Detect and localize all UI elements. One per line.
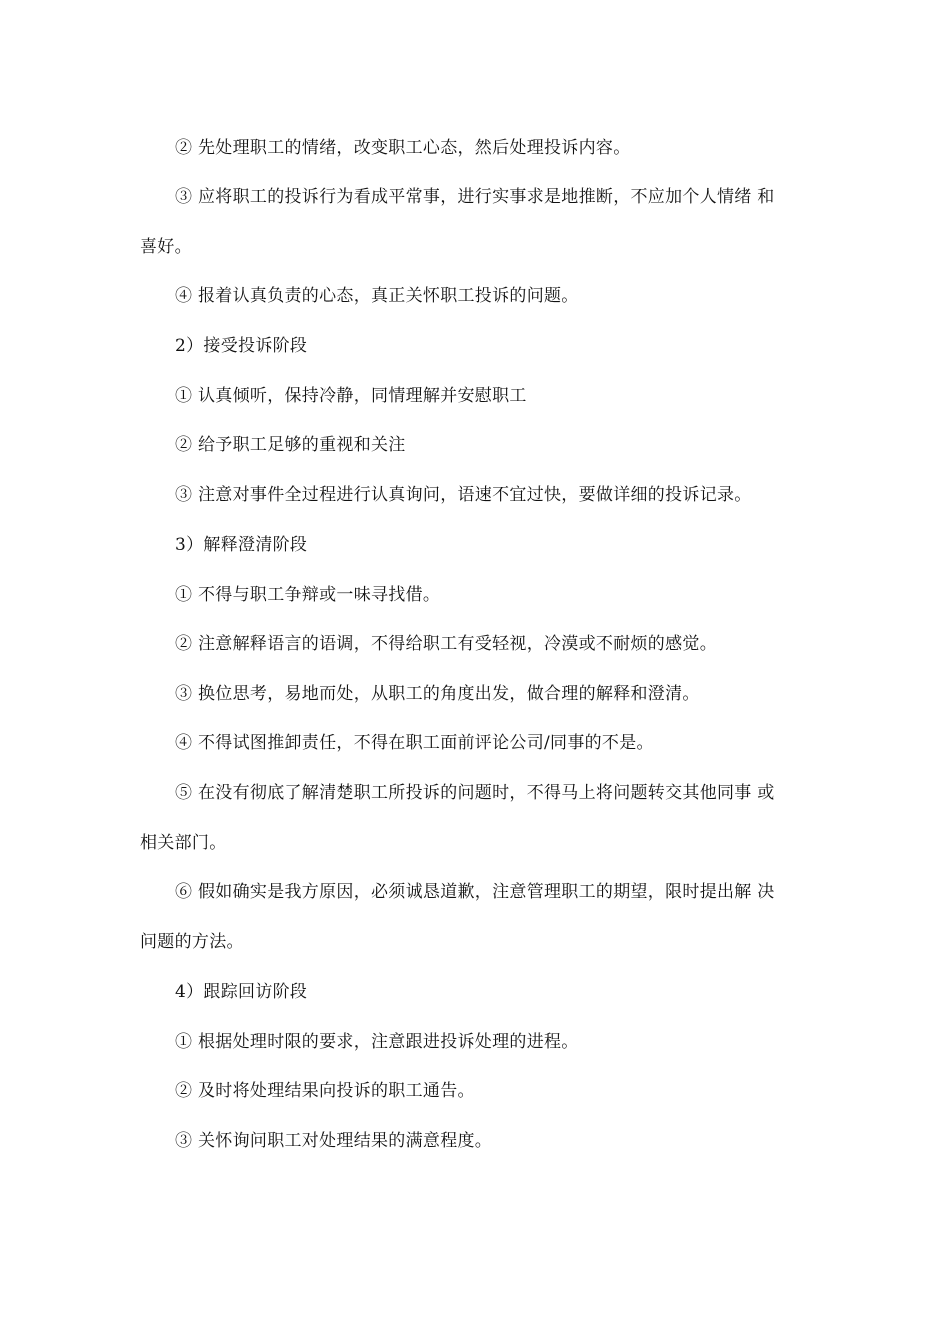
paragraph-line: ④ 报着认真负责的心态，真正关怀职工投诉的问题。 <box>175 286 579 306</box>
paragraph-line: 相关部门。 <box>140 832 227 853</box>
paragraph-inquire-record <box>140 471 820 521</box>
paragraph-line: ① 根据处理时限的要求，注意跟进投诉处理的进程。 <box>175 1032 579 1052</box>
paragraph-no-argue <box>140 571 820 621</box>
paragraph-line: ② 及时将处理结果向投诉的职工通告。 <box>175 1081 475 1101</box>
paragraph-handle-emotion <box>140 124 820 174</box>
section-heading-explain-clarify <box>140 521 820 571</box>
paragraph-apologize <box>140 868 820 967</box>
paragraph-line: ⑤ 在没有彻底了解清楚职工所投诉的问题时，不得马上将问题转交其他同事 或 <box>175 783 775 803</box>
paragraph-line: ⑥ 假如确实是我方原因，必须诚恳道歉，注意管理职工的期望，限时提出解 决 <box>175 882 775 902</box>
paragraph-treat-as-normal <box>140 173 820 272</box>
paragraph-line: 问题的方法。 <box>140 931 244 952</box>
section-heading: 4）跟踪回访阶段 <box>175 982 308 1002</box>
paragraph-line: 喜好。 <box>140 236 192 257</box>
paragraph-line: ① 不得与职工争辩或一味寻找借。 <box>175 585 441 605</box>
paragraph-satisfaction <box>140 1117 820 1167</box>
paragraph-line: ③ 注意对事件全过程进行认真询问，语速不宜过快，要做详细的投诉记录。 <box>175 485 752 505</box>
section-heading: 2）接受投诉阶段 <box>175 336 308 356</box>
section-heading: 3）解释澄清阶段 <box>175 535 308 555</box>
paragraph-track-progress <box>140 1018 820 1068</box>
paragraph-line: ② 给予职工足够的重视和关注 <box>175 435 406 455</box>
section-heading-accept-complaint <box>140 322 820 372</box>
paragraph-responsible-attitude <box>140 272 820 322</box>
paragraph-line: ④ 不得试图推卸责任，不得在职工面前评论公司/同事的不是。 <box>175 733 654 753</box>
paragraph-line: ② 先处理职工的情绪，改变职工心态，然后处理投诉内容。 <box>175 138 631 158</box>
paragraph-notify-result <box>140 1067 820 1117</box>
paragraph-no-transfer <box>140 769 820 868</box>
paragraph-line: ② 注意解释语言的语调，不得给职工有受轻视，冷漠或不耐烦的感觉。 <box>175 634 718 654</box>
paragraph-no-blame <box>140 719 820 769</box>
paragraph-give-attention <box>140 421 820 471</box>
section-heading-follow-up <box>140 968 820 1018</box>
paragraph-tone <box>140 620 820 670</box>
paragraph-listen-carefully <box>140 372 820 422</box>
paragraph-line: ① 认真倾听，保持冷静，同情理解并安慰职工 <box>175 386 527 406</box>
paragraph-line: ③ 应将职工的投诉行为看成平常事，进行实事求是地推断，不应加个人情绪 和 <box>175 187 775 207</box>
paragraph-line: ③ 换位思考，易地而处，从职工的角度出发，做合理的解释和澄清。 <box>175 684 700 704</box>
paragraph-empathy <box>140 670 820 720</box>
paragraph-line: ③ 关怀询问职工对处理结果的满意程度。 <box>175 1131 493 1151</box>
